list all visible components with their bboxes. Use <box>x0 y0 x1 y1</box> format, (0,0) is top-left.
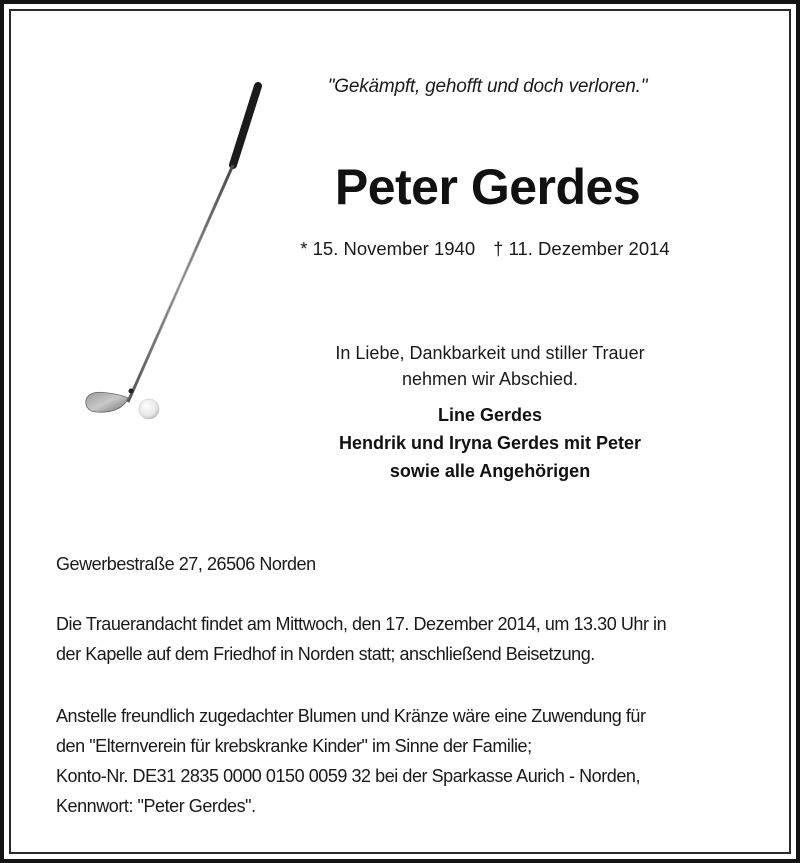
memorial-quote: "Gekämpft, gehofft und doch verloren." <box>327 76 648 97</box>
service-info <box>56 609 756 669</box>
mourning-statement <box>290 340 690 392</box>
mourning-line: nehmen wir Abschied. <box>401 369 579 389</box>
family-address: Gewerbestraße 27, 26506 Norden <box>56 554 316 574</box>
golf-club-and-ball-icon <box>80 80 280 425</box>
donation-line: Konto-Nr. DE31 2835 0000 0150 0059 32 bei der Sparkasse Aurich - Norden, <box>56 766 641 786</box>
family-member: Hendrik und Iryna Gerdes mit Peter <box>338 433 642 453</box>
birth-date: * 15. November 1940 <box>300 238 476 259</box>
service-line: Die Trauerandacht findet am Mittwoch, den 17. Dezember 2014, um 13.30 Uhr in <box>56 614 667 634</box>
donation-info <box>56 701 756 821</box>
mourning-line: In Liebe, Dankbarkeit und stiller Trauer <box>335 343 645 363</box>
donation-line: den "Elternverein für krebskranke Kinder" im Sinne der Familie; <box>56 736 532 756</box>
donation-line: Anstelle freundlich zugedachter Blumen und Kränze wäre eine Zuwendung für <box>56 706 646 726</box>
family-member: Line Gerdes <box>437 405 543 425</box>
family-signatures <box>290 401 690 485</box>
life-dates <box>280 238 690 260</box>
deceased-name: Peter Gerdes <box>334 159 641 215</box>
death-date: † 11. Dezember 2014 <box>493 238 670 259</box>
family-member: sowie alle Angehörigen <box>389 461 591 481</box>
donation-line: Kennwort: "Peter Gerdes". <box>56 796 256 816</box>
service-line: der Kapelle auf dem Friedhof in Norden statt; anschließend Beisetzung. <box>56 644 595 664</box>
